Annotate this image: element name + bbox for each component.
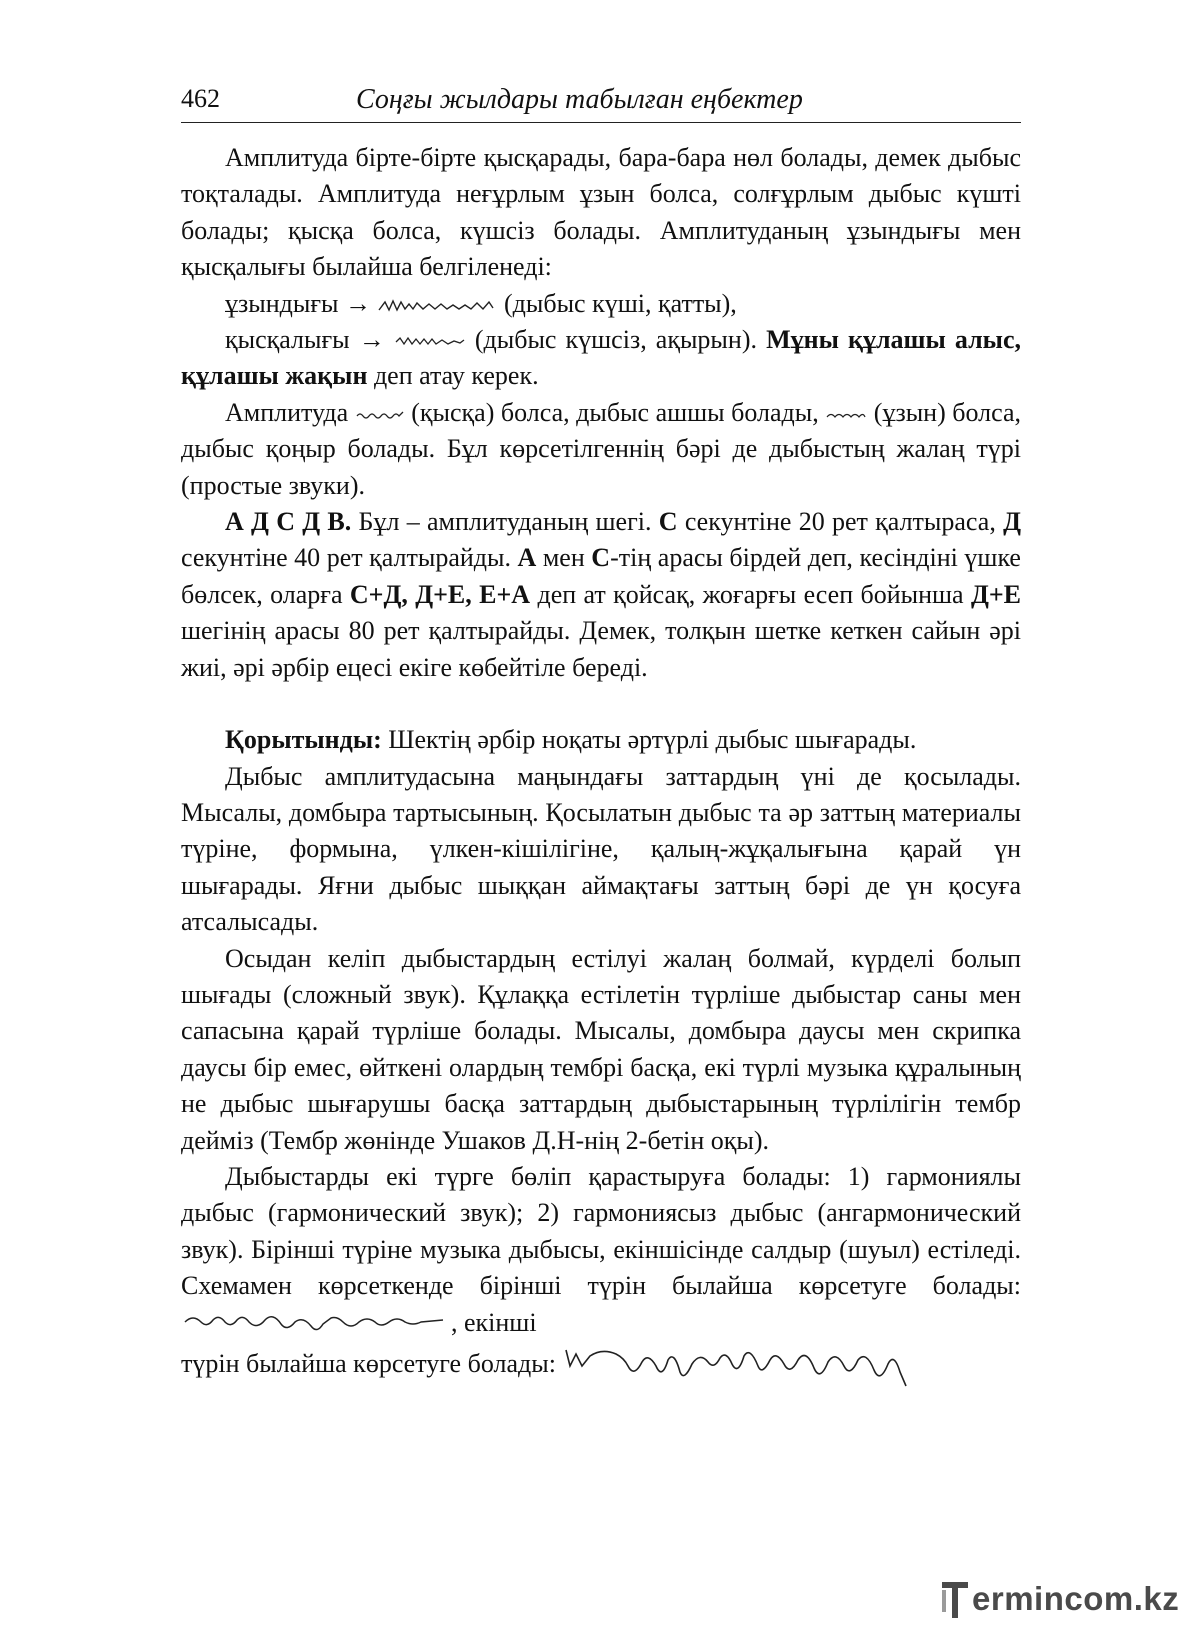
harmonic-wave-sketch (181, 1308, 451, 1342)
paragraph-8: Осыдан келіп дыбыстардың естілуі жалаң болмай, күрделі болып шығады (сложный звук). Құлаққа естілетін түрліше дыбыстар саны мен сапасына қарай түрліше болады. Мысалы, домбыра даусы мен скрипка даусы бір емес, өйткені олардың тембрі басқа, екі түрлі музыка құралының не дыбыс шығарушы басқа заттардың дыбыстарының түрлілігін тембр дейміз (Тембр жөнінде Ушаков Д.Н-нің 2-бетін оқы). (181, 943, 1021, 1155)
bold-text: Қорытынды: (225, 725, 382, 755)
paragraph-7: Дыбыс амплитудасына маңындағы заттардың үні де қосылады. Мысалы, домбыра тартысының. Қосылатын дыбыс та әр заттың материалы түріне, формына, үлкен-кішілігіне, қалың-жұқалығына қарай үн шығарады. Яғни дыбыс шыққан аймақтағы заттың бәрі де үн қосуға атсалысады. (181, 761, 1021, 937)
bold-text: А Д С Д В. (225, 507, 352, 537)
long-amplitude-squiggle (825, 409, 867, 421)
paragraph-1: Амплитуда бірте-бірте қысқарады, бара-бара нөл болады, демек дыбыс тоқталады. Амплитуда неғұрлым ұзын болса, солғұрлым дыбыс күшті болады; қысқа болса, күшсіз болады. Амплитуданың ұзындығы мен қысқалығы былайша белгіленеді: (181, 143, 1021, 282)
bold-text: С (591, 543, 611, 573)
long-wave-squiggle (377, 296, 497, 316)
bold-text: С (658, 507, 678, 537)
bold-text: Мұны құлашы алыс, құлашы жақын (181, 325, 1022, 391)
text-span: -тің арасы бірдей деп, кесіндіні үшке бөлсек, оларға (181, 543, 1021, 609)
body-text (181, 140, 1021, 1390)
text-span: ұзындығы → (225, 288, 371, 318)
watermark-text: ermincom.kz (972, 1580, 1179, 1617)
text-span: түрін былайша көрсетуге болады: (181, 1348, 556, 1378)
text-span: (қысқа) болса, дыбыс ашшы болады, (411, 397, 819, 427)
bold-text: Д+Е (970, 579, 1022, 609)
short-wave-squiggle (394, 333, 466, 351)
text-span: деп ат қойсақ, жоғарғы есеп бойынша (530, 579, 971, 609)
running-header (181, 84, 1021, 123)
anharmonic-wave-sketch (562, 1342, 922, 1390)
text-span: мен (536, 543, 592, 573)
watermark-t-logo-icon (942, 1582, 968, 1618)
paragraph-5 (181, 504, 1021, 686)
page-number: 462 (181, 84, 220, 113)
text-span: (дыбыс күші, қатты), (503, 288, 737, 318)
text-span: секунтіне 20 рет қалтыраса, (677, 507, 1004, 537)
paragraph-4 (181, 395, 1021, 504)
text-span: Бұл – амплитуданың шегі. (351, 507, 659, 537)
paragraph-gap (181, 686, 1021, 722)
bold-text: А (517, 543, 537, 573)
paragraph-2 (181, 286, 1021, 322)
text-span: (дыбыс күшсіз, ақырын). (474, 325, 757, 355)
text-span: Дыбыстарды екі түрге бөліп қарастыруға болады: 1) гармониялы дыбыс (гармонический звук); 2) гармониясыз дыбыс (ангармонический звук). Бірінші түріне музыка дыбысы, екіншісінде салдыр (шуыл) естіледі. Схемамен көрсеткенде бірінші түрін былайша көрсетуге болады: (181, 1161, 1021, 1301)
paragraph-conclusion (181, 722, 1021, 758)
text-span: Амплитуда (225, 397, 349, 427)
text-span: Шектің әрбір ноқаты әртүрлі дыбыс шығарады. (381, 725, 917, 755)
text-span: (ұзын) болса, дыбыс қоңыр болады. Бұл көрсетілгеннің бәрі де дыбыстың жалаң түрі (простые звуки). (181, 397, 1022, 500)
running-title: Соңғы жылдары табылған еңбектер (356, 84, 803, 115)
text-span: қысқалығы → (225, 325, 385, 355)
paragraph-9 (181, 1159, 1021, 1390)
text-span: секунтіне 40 рет қалтырайды. (181, 543, 518, 573)
bold-text: Д (1003, 507, 1021, 537)
paragraph-3 (181, 322, 1021, 395)
text-span: деп атау керек. (373, 361, 539, 391)
text-span: , екінші (451, 1307, 537, 1337)
text-span: шегінің арасы 80 рет қалтырайды. Демек, толқын шетке кеткен сайын әрі жиі, әрі әрбір ецесі екіге көбейтіле береді. (181, 616, 1021, 682)
site-watermark (942, 1578, 1179, 1622)
bold-text: С+Д, Д+Е, Е+А (349, 579, 531, 609)
short-amplitude-squiggle (355, 408, 405, 422)
